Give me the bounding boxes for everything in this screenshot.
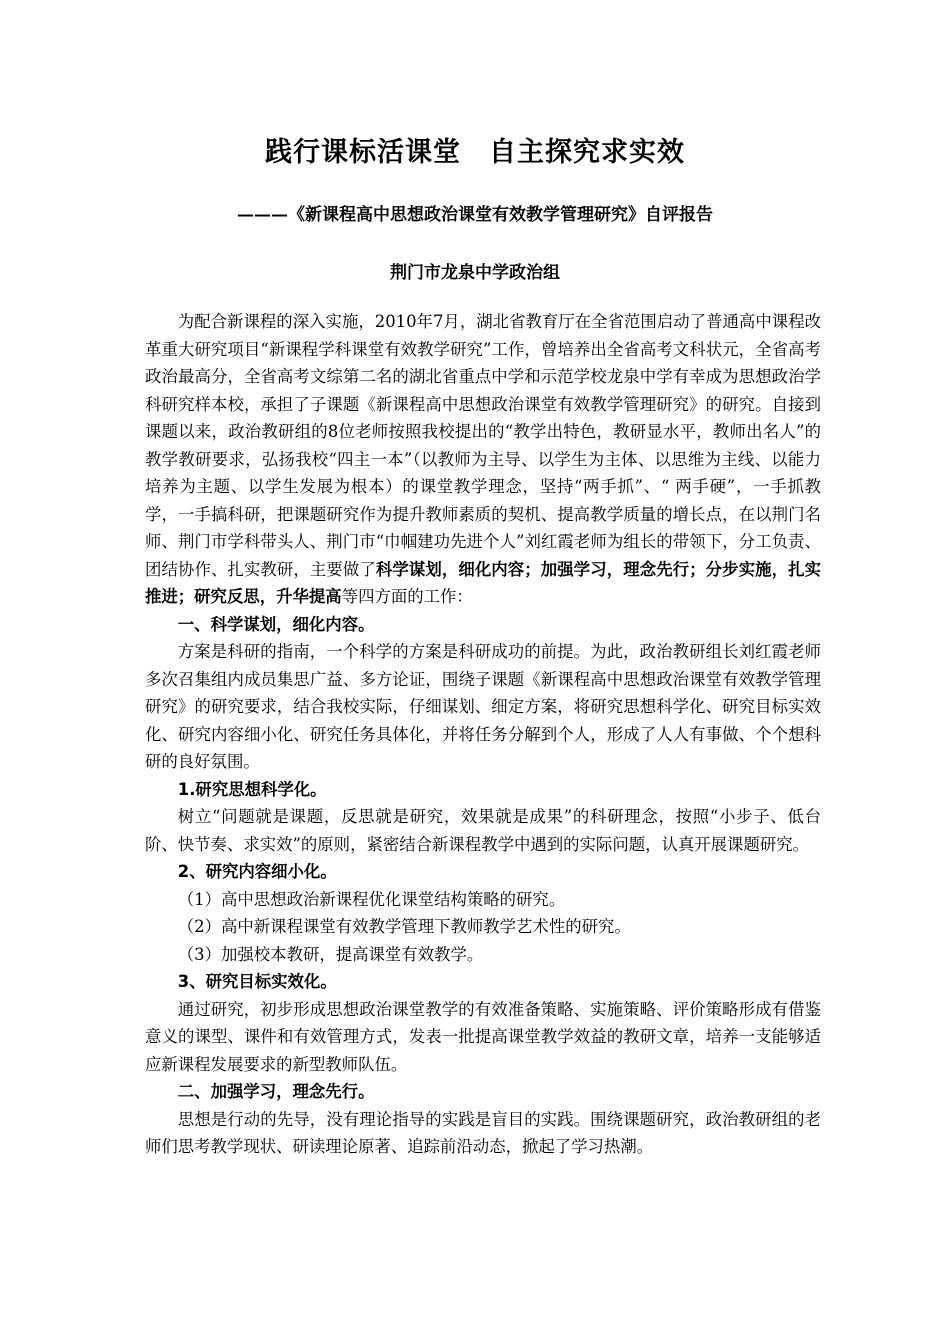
subsection-1-3-paragraph: 通过研究，初步形成思想政治课堂教学的有效准备策略、实施策略、评价策略形成有借鉴意义的课型、课件和有效管理方式，发表一批提高课堂教学效益的教研文章，培养一支能够适应新课程发展要求的新型教师队伍。 bbox=[145, 999, 821, 1074]
subsection-1-1-paragraph: 树立“问题就是课题，反思就是研究，效果就是成果”的科研理念，按照“小步子、低台阶、快节奏、求实效”的原则，紧密结合新课程教学中遇到的实际问题，认真开展课题研究。 bbox=[145, 807, 821, 854]
section-heading-1: 一、科学谋划，细化内容。 bbox=[177, 614, 375, 634]
document-body bbox=[145, 308, 821, 1161]
subsection-heading-1-2: 2、研究内容细小化。 bbox=[177, 862, 337, 881]
list-item: （2）高中新课程课堂有效教学管理下教师教学艺术性的研究。 bbox=[177, 917, 631, 936]
document-author-org: 荆门市龙泉中学政治组 bbox=[390, 263, 560, 283]
subsection-heading-1-1: 1.研究思想科学化。 bbox=[177, 779, 327, 799]
intro-bold-text: 科学谋划，细化内容；加强学习，理念先行；分步实施，扎实推进；研究反思，升华提高 bbox=[145, 559, 822, 606]
subsection-heading-1-3: 3、研究目标实效化。 bbox=[177, 972, 337, 991]
section-1-paragraph: 方案是科研的指南，一个科学的方案是科研成功的前提。为此，政治教研组长刘红霞老师多次召集组内成员集思广益、多方论证，围绕子课题《新课程高中思想政治课堂有效教学管理研究》的研究要求，结合我校实际，仔细谋划、细定方案，将研究思想科学化、研究目标实效化、研究内容细小化、研究任务具体化，并将任务分解到个人，形成了人人有事做、个个想科研的良好氛围。 bbox=[145, 642, 821, 771]
list-item: （1）高中思想政治新课程优化课堂结构策略的研究。 bbox=[177, 889, 566, 909]
section-heading-2: 二、加强学习，理念先行。 bbox=[177, 1082, 375, 1101]
section-2-paragraph: 思想是行动的先导，没有理论指导的实践是盲目的实践。围绕课题研究，政治教研组的老师们思考教学现状、研读理论原著、追踪前沿动态，掀起了学习热潮。 bbox=[145, 1109, 821, 1156]
document-title: 践行课标活课堂 自主探究求实效 bbox=[265, 137, 685, 168]
intro-paragraph: 为配合新课程的深入实施，2010年7月，湖北省教育厅在全省范围启动了普通高中课程改革重大研究项目“新课程学科课堂有效教学研究”工作，曾培养出全省高考文科状元，全省高考政治最高分，全省高考文综第二名的湖北省重点中学和示范学校龙泉中学有幸成为思想政治学科研究样本校，承担了子课题《新课程高中思想政治课堂有效教学管理研究》的研究。自接到课题以来，政治教研组的8位老师按照我校提出的“教学出特色，教研显水平，教师出名人”的教学教研要求，弘扬我校“四主一本”（以教师为主导、以学生为主体、以思维为主线、以能力培养为主题、以学生发展为根本）的课堂教学理念，坚持“两手抓”、“ 两手硬”，一手抓教学，一手搞科研，把课题研究作为提升教师素质的契机、提高教学质量的增长点，在以荆门名师、荆门市学科带头人、荆门市“巾帼建功先进个人”刘红霞老师为组长的带领下，分工负责、团结协作、扎实教研，主要做了科学谋划，细化内容；加强学习，理念先行；分步实施，扎实推进；研究反思，升华提高等四方面的工作： bbox=[145, 312, 822, 606]
document-subtitle: ———《新课程高中思想政治课堂有效教学管理研究》自评报告 bbox=[237, 205, 713, 225]
list-item: （3）加强校本教研，提高课堂有效教学。 bbox=[177, 944, 484, 964]
